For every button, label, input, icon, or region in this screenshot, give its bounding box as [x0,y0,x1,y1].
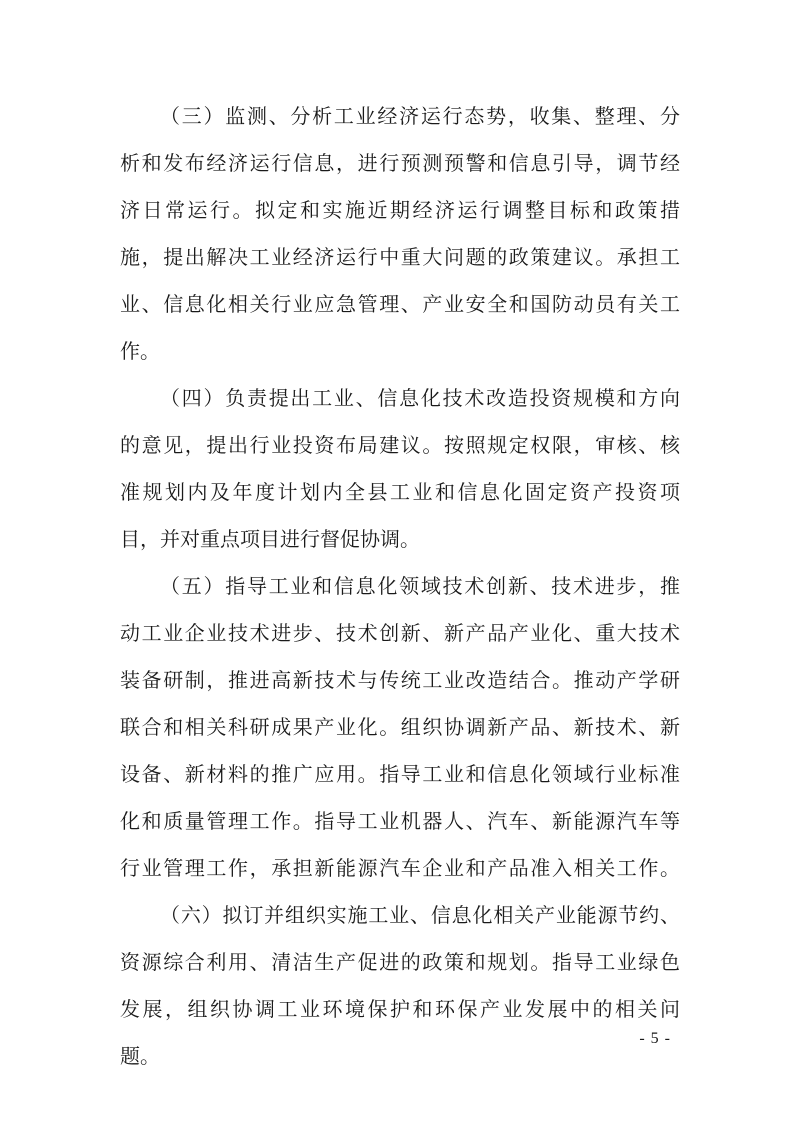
paragraph-line: 题。 [120,1044,160,1068]
paragraph-line: 济日常运行。拟定和实施近期经济运行调整目标和政策措 [120,198,680,222]
paragraph-line: 联合和相关科研成果产业化。组织协调新产品、新技术、新 [120,715,680,739]
paragraph-line: 析和发布经济运行信息，进行预测预警和信息引导，调节经 [120,151,680,175]
paragraph-line: 目，并对重点项目进行督促协调。 [120,527,420,551]
page-number: - 5 - [639,1030,671,1047]
paragraph-line: 行业管理工作，承担新能源汽车企业和产品准入相关工作。 [120,856,680,880]
paragraph-line: 设备、新材料的推广应用。指导工业和信息化领域行业标准 [120,762,680,786]
paragraph-line: 业、信息化相关行业应急管理、产业安全和国防动员有关工 [120,292,680,316]
paragraph-line: 准规划内及年度计划内全县工业和信息化固定资产投资项 [120,480,680,504]
paragraph-line: 发展，组织协调工业环境保护和环保产业发展中的相关问 [120,997,680,1021]
paragraph-line: （六）拟订并组织实施工业、信息化相关产业能源节约、 [160,903,680,927]
paragraph-line: 的意见，提出行业投资布局建议。按照规定权限，审核、核 [120,433,680,457]
paragraph-line: 资源综合利用、清洁生产促进的政策和规划。指导工业绿色 [120,950,680,974]
paragraph-line: 装备研制，推进高新技术与传统工业改造结合。推动产学研 [120,668,680,692]
paragraph-line: （五）指导工业和信息化领域技术创新、技术进步，推 [160,574,680,598]
paragraph-line: 动工业企业技术进步、技术创新、新产品产业化、重大技术 [120,621,680,645]
paragraph-line: 施，提出解决工业经济运行中重大问题的政策建议。承担工 [120,245,680,269]
paragraph-line: 作。 [120,339,160,363]
paragraph-line: （四）负责提出工业、信息化技术改造投资规模和方向 [160,386,680,410]
paragraph-line: （三）监测、分析工业经济运行态势，收集、整理、分 [160,104,680,128]
paragraph-line: 化和质量管理工作。指导工业机器人、汽车、新能源汽车等 [120,809,680,833]
